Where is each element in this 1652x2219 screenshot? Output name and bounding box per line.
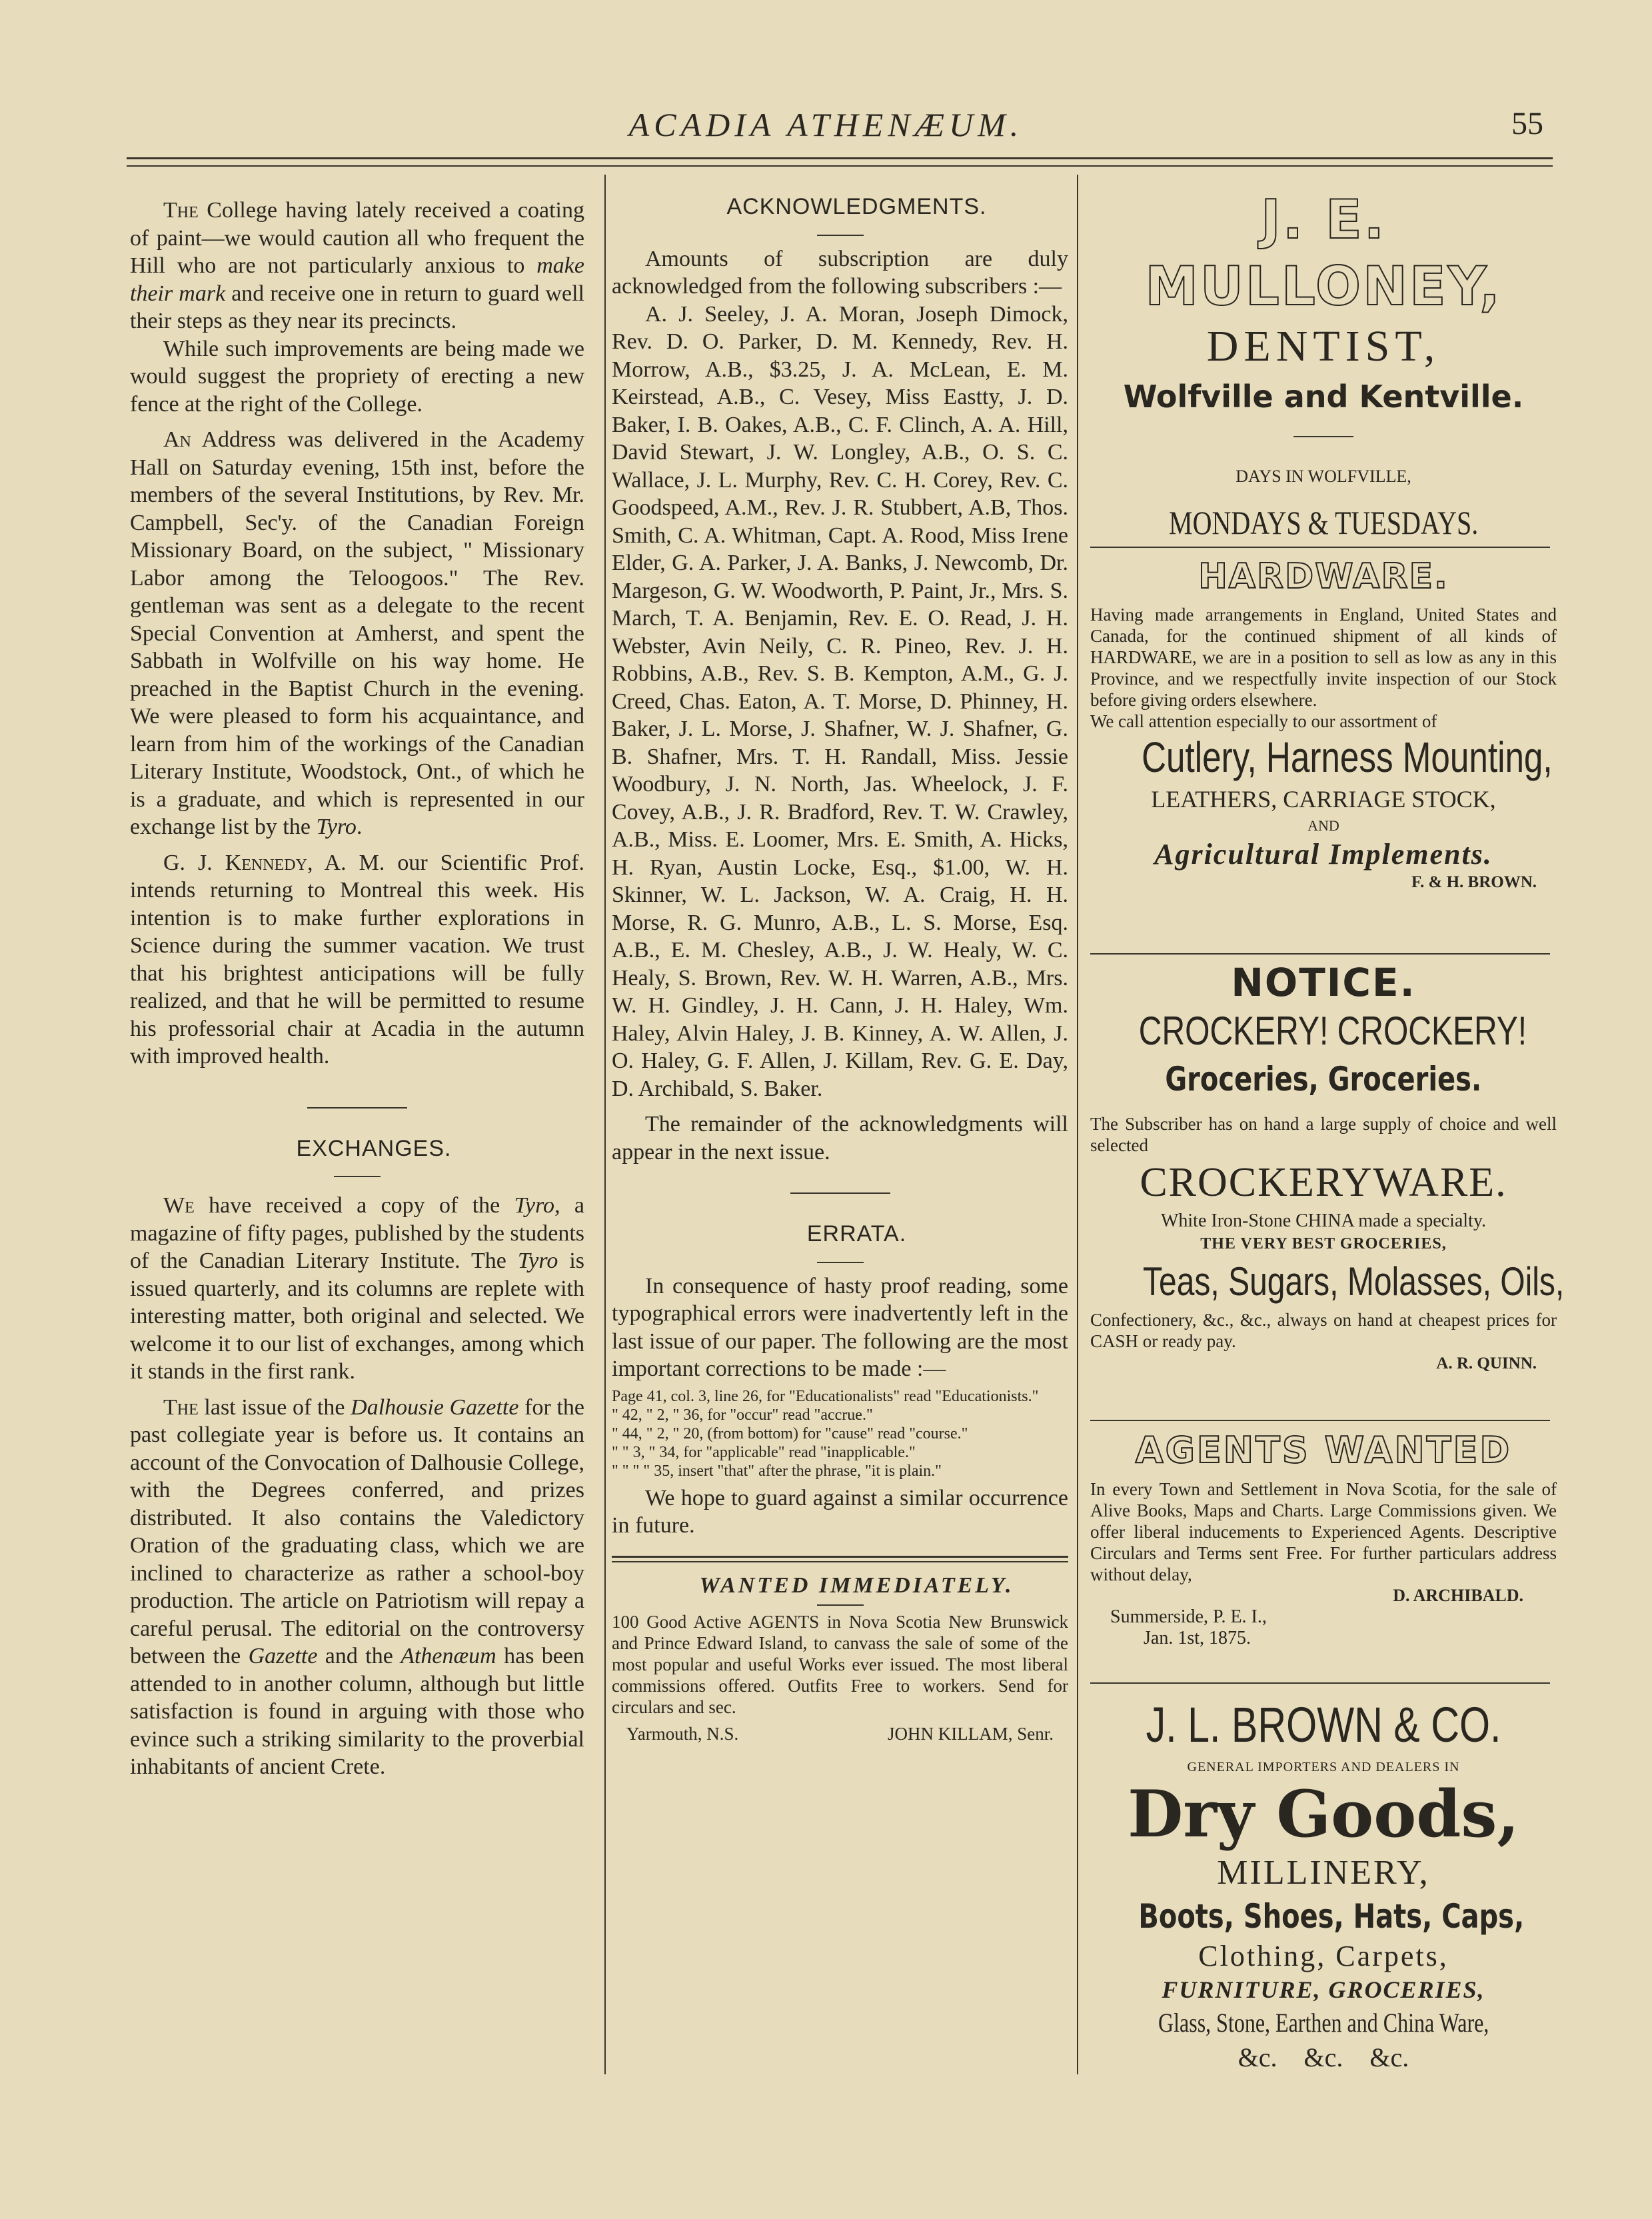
hardware-heading: HARDWARE.: [1198, 557, 1449, 597]
column-left: [130, 197, 584, 1781]
crockery-title: CROCKERY! CROCKERY!: [1138, 1009, 1527, 1053]
hardware-signature: F. & H. BROWN.: [1411, 873, 1537, 891]
agents-date: Jan. 1st, 1875.: [1144, 1628, 1251, 1648]
divider: [334, 1176, 381, 1177]
divider: [307, 1107, 407, 1109]
dentist-name: J. E. MULLONEY,: [1145, 189, 1502, 317]
errata-end: We hope to guard against a similar occurrence in future.: [612, 1485, 1068, 1538]
column-divider-1: [604, 175, 606, 2074]
hardware-cutlery: Cutlery, Harness Mounting,: [1142, 733, 1553, 781]
errata-item: " " 3, " 34, for "applicable" read "inapplicable.": [612, 1443, 916, 1461]
errata-heading: ERRATA.: [806, 1221, 907, 1246]
header-rule-top: [127, 157, 1553, 159]
notice-ad: [1090, 959, 1565, 1376]
paragraph-tyro: We have received a copy of the Tyro, a magazine of fifty pages, published by the students of the Canadian Literary Institute. The Tyro is issued quarterly, and its columns are replete with interesting matter, both original and selected. We welcome it to our list of exchanges, among which it stands in the first rank.: [130, 1193, 585, 1384]
errata-item: " " " " 35, insert "that" after the phrase, "it is plain.": [612, 1462, 942, 1480]
crockeryware-title: CROCKERYWARE.: [1140, 1160, 1507, 1205]
divider: [817, 1262, 864, 1263]
exchanges-heading: EXCHANGES.: [296, 1135, 452, 1161]
wanted-signature: Yarmouth, N.S. JOHN KILLAM, Senr.: [626, 1724, 1054, 1744]
dentist-place: Wolfville and Kentville.: [1123, 379, 1524, 415]
notice-heading: NOTICE.: [1231, 960, 1416, 1005]
divider: [817, 235, 864, 236]
ack-list: A. J. Seeley, J. A. Moran, Joseph Dimock, Rev. D. O. Parker, D. M. Kennedy, Rev. H. Morrow, A.B., $3.25, J. A. McLean, E. M. Keirstead, A.B., C. Vesey, Miss Eastty, J. D. Baker, I. B. Oakes, A.B., C. F. Clinch, A. A. Hill, David Stewart, J. W. Longley, A.B., O. S. C. Wallace, J. L. Murphy, Rev. C. H. Corey, Rev. C. Goodspeed, A.M., Rev. J. R. Stubbert, A.B, Thos. Smith, C. A. Whitman, Capt. A. Rood, Miss Irene Elder, G. A. Parker, J. A. Banks, J. Newcomb, Dr. Margeson, G. W. Woodworth, P. Paint, Jr., Mrs. S. March, T. A. Benjamin, Rev. E. O. Read, J. H. Webster, Avin Neily, C. R. Pineo, Rev. J. H. Robbins, A.B., Rev. S. B. Kempton, A.M., G. J. Creed, Chas. Eaton, A. T. Morse, D. Phinney, H. Baker, J. L. Morse, J. Shafner, W. J. Shafner, G. B. Shafner, Mrs. T. H. Randall, Miss. Jessie Woodbury, J. N. North, Jas. Wheelock, J. F. Covey, A.B., J. R. Bradford, Rev. T. W. Crawley, A.B., Miss. E. Loomer, Mrs. E. Smith, A. Hicks, H. Ryan, Austin Locke, Esq., $1.00, W. H. Skinner, W. L. Jackson, W. A. Craig, H. H. Morse, R. G. Munro, A.B., L. S. Morse, Esq. A.B., E. M. Chesley, A.B., J. W. Healy, W. C. Healy, S. Brown, Rev. W. H. Warren, A.B., Mrs. W. H. Gindley, J. H. Cann, J. H. Haley, Wm. Haley, Alvin Haley, J. B. Kinney, A. W. Allen, J. O. Haley, G. F. Allen, J. Killam, Rev. G. E. Day, D. Archibald, S. Baker.: [612, 301, 1068, 1101]
errata-item: " 44, " 2, " 20, (from bottom) for "cause" read "course.": [612, 1424, 968, 1442]
paragraph-dalhousie: The last issue of the Dalhousie Gazette for the past collegiate year is before us. It contains an account of the Convocation of Dalhousie College, with the Degrees conferred, and prizes distributed. It also contains the Valedictory Oration of the graduating class, which we are inclined to characterize as rather a school-boy production. The article on Patriotism will repay a careful perusal. The editorial on the controversy between the Gazette and the Athenæum has been attended to in another column, although but little satisfaction is found in arguing with those who evince such a striking similarity to the proverbial inhabitants of ancient Crete.: [130, 1394, 584, 1779]
agents-ad: [1090, 1426, 1557, 1649]
quinn-signature: A. R. QUINN.: [1436, 1354, 1537, 1372]
paragraph-kennedy: G. J. Kennedy, A. M. our Scientific Prof. intends returning to Montreal this week. His intention is to make further explorations in Science during the summer vacation. We trust that his brightest anticipations will be fully realized, and that he will be permitted to resume his professorial chair at Acadia in the autumn with improved health.: [130, 850, 584, 1069]
hardware-text: Having made arrangements in England, United States and Canada, for the continued shipment of all kinds of HARDWARE, we are in a position to sell as low as any in this Province, and we respectfully invite inspection of our Stock before giving orders elsewhere.: [1090, 605, 1557, 710]
archibald-signature: D. ARCHIBALD.: [1393, 1586, 1523, 1605]
rule: [612, 1556, 1068, 1558]
header-rule-bottom: [127, 165, 1553, 167]
furniture-title: FURNITURE, GROCERIES,: [1162, 1976, 1485, 2003]
groceries-title: Groceries, Groceries.: [1165, 1060, 1482, 1099]
boots-title: Boots, Shoes, Hats, Caps,: [1138, 1897, 1525, 1936]
paragraph-paint: The College having lately received a coating of paint—we would caution all who frequent the Hill who are not particularly anxious to make their mark and receive one in return to guard well their steps as they near its precincts.: [130, 198, 584, 333]
agents-heading: AGENTS WANTED: [1135, 1429, 1512, 1471]
acknowledgments-heading: ACKNOWLEDGMENTS.: [726, 194, 987, 219]
ad-rule: [1090, 953, 1550, 955]
ad-rule: [1090, 1682, 1550, 1684]
hardware-and: AND: [1307, 817, 1339, 834]
teas-title: Teas, Sugars, Molasses, Oils,: [1143, 1259, 1565, 1304]
paragraph-fence: While such improvements are being made we would suggest the propriety of erecting a new fence at the right of the College.: [130, 336, 584, 417]
clothing-title: Clothing, Carpets,: [1198, 1940, 1449, 1972]
errata-list: [612, 1387, 1068, 1480]
divider: [1293, 436, 1353, 437]
errata-intro: In consequence of hasty proof reading, some typographical errors were inadvertently left in the last issue of our paper. The following are the most important corrections to be made :—: [612, 1273, 1068, 1381]
paragraph-address: An Address was delivered in the Academy Hall on Saturday evening, 15th inst, before the members of the several Institutions, by Rev. Mr. Campbell, Sec'y. of the Canadian Foreign Missionary Board, on the subject, " Missionary Labor among the Teloogoos." The Rev. gentleman was sent as a delegate to the recent Special Convention at Amherst, and spent the Sabbath in Wolfville on his way home. He preached in the Baptist Church in the evening. We were pleased to form his acquaintance, and learn from him of the workings of the Canadian Literary Institute, Woodstock, Ont., of which he is a graduate, and which is represented in our exchange list by the Tyro.: [130, 427, 584, 839]
agents-place: Summerside, P. E. I.,: [1110, 1606, 1267, 1627]
dentist-ad: [1090, 187, 1557, 549]
agents-text: In every Town and Settlement in Nova Scotia, for the sale of Alive Books, Maps and Charts. Large Commissions given. We offer liberal inducements to Experienced Agents. Descriptive Circulars and Terms sent Free. For further particulars address without delay,: [1090, 1479, 1557, 1584]
hardware-ad: [1090, 553, 1557, 892]
crockery-text: The Subscriber has on hand a large supply of choice and well selected: [1090, 1114, 1557, 1155]
page-number: 55: [1511, 106, 1543, 141]
best-groceries: THE VERY BEST GROCERIES,: [1200, 1235, 1447, 1252]
china-text: White Iron-Stone CHINA made a specialty.: [1160, 1210, 1487, 1231]
divider: [817, 1604, 864, 1606]
brown-name: J. L. BROWN & CO.: [1146, 1697, 1501, 1752]
hardware-agricultural: Agricultural Implements.: [1154, 838, 1493, 871]
etc-text: &c. &c. &c.: [1238, 2042, 1409, 2072]
glass-title: Glass, Stone, Earthen and China Ware,: [1158, 2008, 1489, 2038]
ack-end: The remainder of the acknowledgments will appear in the next issue.: [612, 1112, 1068, 1164]
wanted-heading: WANTED IMMEDIATELY.: [699, 1572, 1014, 1598]
millinery-title: MILLINERY,: [1217, 1854, 1430, 1892]
ad-rule: [1090, 547, 1550, 548]
confectionery-text: Confectionery, &c., &c., always on hand at cheapest prices for CASH or ready pay.: [1090, 1310, 1557, 1351]
errata-item: " 42, " 2, " 36, for "occur" read "accrue.": [612, 1406, 873, 1424]
ack-intro: Amounts of subscription are duly acknowledged from the following subscribers :—: [612, 246, 1068, 299]
brown-sub: GENERAL IMPORTERS AND DEALERS IN: [1187, 1760, 1460, 1774]
rule: [612, 1561, 1068, 1562]
divider: [790, 1192, 890, 1194]
column-middle: [612, 193, 1068, 1744]
dentist-title: DENTIST,: [1206, 322, 1441, 371]
brown-ad: [1090, 1693, 1557, 2074]
page-header-title: ACADIA ATHENÆUM.: [628, 106, 1024, 143]
dentist-days: MONDAYS & TUESDAYS.: [1168, 504, 1479, 541]
dry-goods-title: Dry Goods,: [1128, 1776, 1519, 1852]
hardware-leathers: LEATHERS, CARRIAGE STOCK,: [1151, 786, 1496, 813]
ad-rule: [1090, 1420, 1550, 1421]
wanted-ad: [612, 1611, 1068, 1744]
wanted-text: 100 Good Active AGENTS in Nova Scotia New Brunswick and Prince Edward Island, to canvass the sale of some of the most popular and useful Works ever issued. The most liberal commissions offered. Outfits Free to workers. Send for circulars and sec.: [612, 1612, 1068, 1717]
column-divider-2: [1077, 175, 1078, 2074]
errata-item: Page 41, col. 3, line 26, for "Educationalists" read "Educationists.": [612, 1387, 1039, 1405]
hardware-text2: We call attention especially to our assortment of: [1090, 711, 1437, 731]
dentist-days-label: DAYS IN WOLFVILLE,: [1236, 467, 1411, 486]
